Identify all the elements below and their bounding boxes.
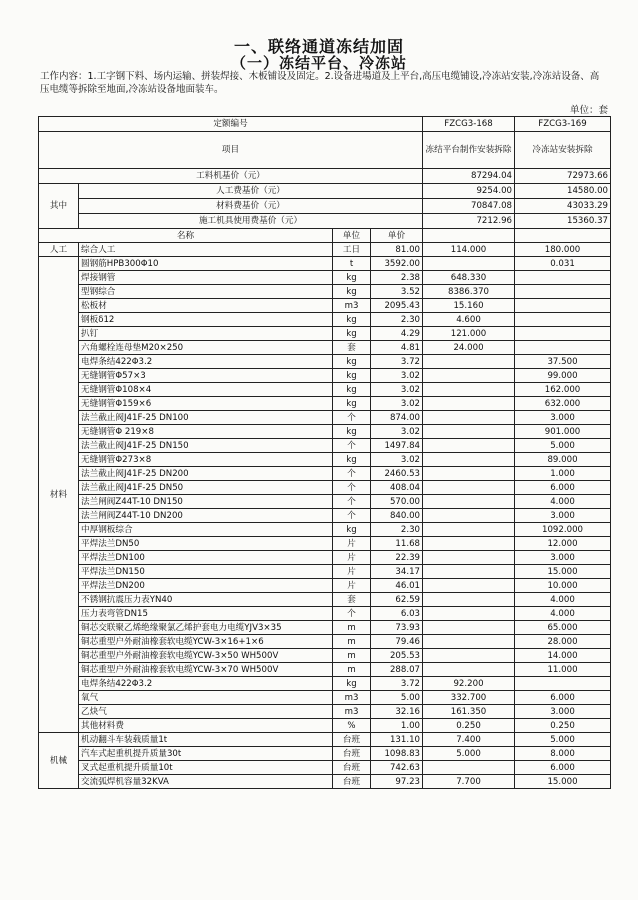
material-price-cell: 2095.43 [371,299,423,313]
material-q1-cell: 648.330 [423,271,515,285]
machine-price-cell: 131.10 [371,733,423,747]
material-unit-cell: kg [333,677,371,691]
quota-table [38,116,611,789]
machine-price-cell: 97.23 [371,775,423,789]
code-2: FZCG3-169 [515,117,611,132]
col-unit-header: 单位 [333,229,371,243]
material-name-cell: 电焊条结422Φ3.2 [79,677,333,691]
material-q1-cell: 15.160 [423,299,515,313]
page-subtitle: （一）冻结平台、冷冻站 [230,54,407,72]
material-row [39,481,611,495]
material-unit-cell: 片 [333,537,371,551]
material-group-label: 材料 [39,257,79,733]
material-q2-cell: 3.000 [515,705,611,719]
material-q2-cell: 162.000 [515,383,611,397]
material-name-cell: 圆钢筋HPB300Φ10 [79,257,333,271]
material-price-cell: 570.00 [371,495,423,509]
material-price-cell: 4.29 [371,327,423,341]
material-name-cell: 法兰闸阀Z44T-10 DN200 [79,509,333,523]
material-q1-cell [423,663,515,677]
material-q1-cell [423,537,515,551]
material-row [39,355,611,369]
material-q1-cell [423,593,515,607]
material-row [39,425,611,439]
material-unit-cell: m3 [333,705,371,719]
material-row [39,649,611,663]
material-name-cell: 扒钉 [79,327,333,341]
material-row [39,271,611,285]
machine-row [39,761,611,775]
material-q1-cell: 332.700 [423,691,515,705]
material-q2-cell: 65.000 [515,621,611,635]
machine-fee-label: 施工机具使用费基价（元） [79,214,423,229]
machine-q1-cell: 7.700 [423,775,515,789]
material-q2-cell: 99.000 [515,369,611,383]
material-unit-cell: 片 [333,579,371,593]
material-price-cell: 840.00 [371,509,423,523]
col-q2-header [515,229,611,243]
labor-group-label: 人工 [39,243,79,257]
material-unit-cell: 个 [333,481,371,495]
material-q2-cell: 14.000 [515,649,611,663]
material-name-cell: 平焊法兰DN150 [79,565,333,579]
base-price-1: 87294.04 [423,169,515,184]
unit-label: 单位：套 [569,105,608,116]
of-which-label: 其中 [39,184,79,229]
machine-unit-cell: 台班 [333,761,371,775]
machine-q1-cell: 7.400 [423,733,515,747]
material-fee-row [39,199,611,214]
material-price-cell: 6.03 [371,607,423,621]
machine-price-cell: 1098.83 [371,747,423,761]
material-q2-cell [515,341,611,355]
labor-row [39,243,611,257]
col-q1-header [423,229,515,243]
material-q1-cell: 4.600 [423,313,515,327]
material-row [39,299,611,313]
material-name-cell: 法兰闸阀Z44T-10 DN150 [79,495,333,509]
machine-name-cell: 机动翻斗车装载质量1t [79,733,333,747]
material-q2-cell [515,271,611,285]
material-price-cell: 2.30 [371,313,423,327]
machine-fee-1: 7212.96 [423,214,515,229]
material-price-cell: 2.38 [371,271,423,285]
labor-name-cell: 综合人工 [79,243,333,257]
material-name-cell: 电焊条结422Φ3.2 [79,355,333,369]
material-unit-cell: kg [333,453,371,467]
item-row [39,132,611,169]
base-price-row [39,169,611,184]
material-unit-cell: kg [333,397,371,411]
material-price-cell: 3.02 [371,397,423,411]
labor-fee-label: 人工费基价（元） [79,184,423,199]
material-q1-cell: 92.200 [423,677,515,691]
material-row [39,257,611,271]
material-unit-cell: kg [333,369,371,383]
material-q2-cell: 4.000 [515,607,611,621]
machine-price-cell: 742.63 [371,761,423,775]
material-q1-cell [423,369,515,383]
material-row [39,439,611,453]
material-row [39,411,611,425]
material-row [39,383,611,397]
labor-unit-cell: 工日 [333,243,371,257]
material-q2-cell: 37.500 [515,355,611,369]
material-unit-cell: m3 [333,691,371,705]
material-q1-cell [423,467,515,481]
column-header-row [39,229,611,243]
material-row [39,495,611,509]
material-q2-cell: 10.000 [515,579,611,593]
material-name-cell: 无缝钢管Φ108×4 [79,383,333,397]
item-label: 项目 [39,132,423,169]
material-row [39,313,611,327]
material-name-cell: 钢板δ12 [79,313,333,327]
material-name-cell: 法兰截止阀J41F-25 DN150 [79,439,333,453]
material-unit-cell: kg [333,383,371,397]
material-q2-cell: 0.250 [515,719,611,733]
material-q2-cell: 28.000 [515,635,611,649]
material-unit-cell: 片 [333,565,371,579]
material-fee-label: 材料费基价（元） [79,199,423,214]
material-q2-cell [515,327,611,341]
col-price-header: 单价 [371,229,423,243]
material-price-cell: 79.46 [371,635,423,649]
machine-unit-cell: 台班 [333,775,371,789]
material-q1-cell [423,257,515,271]
material-unit-cell: 个 [333,607,371,621]
material-unit-cell: kg [333,425,371,439]
machine-unit-cell: 台班 [333,747,371,761]
material-price-cell: 3.72 [371,677,423,691]
material-name-cell: 平焊法兰DN50 [79,537,333,551]
material-unit-cell: kg [333,355,371,369]
material-q2-cell: 11.000 [515,663,611,677]
material-name-cell: 松板材 [79,299,333,313]
material-q2-cell: 6.000 [515,481,611,495]
material-row [39,565,611,579]
material-q1-cell [423,579,515,593]
material-price-cell: 3.02 [371,453,423,467]
machine-q2-cell: 15.000 [515,775,611,789]
material-row [39,285,611,299]
material-row [39,327,611,341]
material-q1-cell: 161.350 [423,705,515,719]
material-q1-cell [423,425,515,439]
material-price-cell: 3.02 [371,369,423,383]
material-unit-cell: m [333,663,371,677]
material-q2-cell: 901.000 [515,425,611,439]
material-row [39,369,611,383]
material-name-cell: 法兰截止阀J41F-25 DN200 [79,467,333,481]
material-q2-cell [515,677,611,691]
material-q2-cell: 3.000 [515,509,611,523]
material-name-cell: 铜芯重型户外耐油橡套软电缆YCW-3×50 WH500V [79,649,333,663]
material-unit-cell: m3 [333,299,371,313]
machine-fee-row [39,214,611,229]
machine-q1-cell: 5.000 [423,747,515,761]
material-price-cell: 288.07 [371,663,423,677]
material-name-cell: 法兰截止阀J41F-25 DN100 [79,411,333,425]
material-row [39,579,611,593]
material-price-cell: 32.16 [371,705,423,719]
material-row [39,453,611,467]
material-q2-cell [515,313,611,327]
material-price-cell: 3.02 [371,425,423,439]
material-price-cell: 408.04 [371,481,423,495]
material-price-cell: 22.39 [371,551,423,565]
machine-q2-cell: 8.000 [515,747,611,761]
labor-price-cell: 81.00 [371,243,423,257]
material-row [39,607,611,621]
material-unit-cell: m [333,649,371,663]
material-unit-cell: m [333,635,371,649]
material-row [39,509,611,523]
material-q2-cell: 12.000 [515,537,611,551]
material-price-cell: 3.02 [371,383,423,397]
material-q1-cell [423,621,515,635]
machine-row [39,747,611,761]
material-name-cell: 铜芯交联聚乙烯绝缘聚氯乙烯护套电力电缆YJV3×35 [79,621,333,635]
base-price-label: 工料机基价（元） [39,169,423,184]
material-q1-cell [423,635,515,649]
material-name-cell: 压力表弯管DN15 [79,607,333,621]
quota-no-label: 定额编号 [39,117,423,132]
material-row [39,691,611,705]
material-q1-cell [423,565,515,579]
material-price-cell: 34.17 [371,565,423,579]
machine-q1-cell [423,761,515,775]
material-unit-cell: 片 [333,551,371,565]
material-price-cell: 46.01 [371,579,423,593]
item-name-2: 冷冻站安装拆除 [515,132,611,169]
material-fee-1: 70847.08 [423,199,515,214]
material-unit-cell: 个 [333,439,371,453]
material-q2-cell [515,285,611,299]
machine-group-label: 机械 [39,733,79,789]
material-price-cell: 11.68 [371,537,423,551]
material-unit-cell: 套 [333,341,371,355]
material-unit-cell: 套 [333,593,371,607]
material-name-cell: 平焊法兰DN200 [79,579,333,593]
material-name-cell: 无缝钢管Φ273×8 [79,453,333,467]
material-q1-cell [423,439,515,453]
material-q1-cell [423,411,515,425]
material-unit-cell: 个 [333,467,371,481]
work-content: 工作内容：1.工字钢下料、场内运输、拼装焊接、木板铺设及固定。2.设备进場道及上平台,高压电缆铺设,冷冻站安装,冷冻站设备、高压电缆等拆除至地面,冷冻站设备地面装车。 [40,71,600,95]
code-1: FZCG3-168 [423,117,515,132]
material-row [39,719,611,733]
material-q1-cell: 8386.370 [423,285,515,299]
labor-fee-1: 9254.00 [423,184,515,199]
material-unit-cell: 个 [333,509,371,523]
material-unit-cell: 个 [333,411,371,425]
material-price-cell: 2.30 [371,523,423,537]
material-name-cell: 其他材料费 [79,719,333,733]
material-name-cell: 无缝钢管Φ 219×8 [79,425,333,439]
machine-row [39,775,611,789]
material-price-cell: 3592.00 [371,257,423,271]
material-unit-cell: kg [333,523,371,537]
material-q2-cell: 5.000 [515,439,611,453]
material-price-cell: 73.93 [371,621,423,635]
material-q2-cell: 1.000 [515,467,611,481]
material-name-cell: 无缝钢管Φ159×6 [79,397,333,411]
material-q1-cell [423,649,515,663]
material-unit-cell: kg [333,285,371,299]
material-price-cell: 3.72 [371,355,423,369]
material-unit-cell: kg [333,271,371,285]
material-row [39,523,611,537]
material-unit-cell: kg [333,313,371,327]
material-q2-cell: 1092.000 [515,523,611,537]
material-price-cell: 205.53 [371,649,423,663]
material-price-cell: 874.00 [371,411,423,425]
material-fee-2: 43033.29 [515,199,611,214]
material-name-cell: 不锈钢抗震压力表YN40 [79,593,333,607]
material-price-cell: 2460.53 [371,467,423,481]
material-price-cell: 3.52 [371,285,423,299]
material-row [39,705,611,719]
material-row [39,537,611,551]
material-name-cell: 铜芯重型户外耐油橡套软电缆YCW-3×16+1×6 [79,635,333,649]
machine-name-cell: 叉式起重机提升质量10t [79,761,333,775]
material-q1-cell [423,551,515,565]
machine-name-cell: 汽车式起重机提升质量30t [79,747,333,761]
machine-row [39,733,611,747]
material-q1-cell [423,355,515,369]
material-price-cell: 62.59 [371,593,423,607]
labor-fee-2: 14580.00 [515,184,611,199]
machine-unit-cell: 台班 [333,733,371,747]
material-q2-cell: 15.000 [515,565,611,579]
material-name-cell: 型钢综合 [79,285,333,299]
material-q1-cell: 0.250 [423,719,515,733]
material-row [39,551,611,565]
material-name-cell: 平焊法兰DN100 [79,551,333,565]
material-q1-cell [423,607,515,621]
material-name-cell: 氧气 [79,691,333,705]
material-q2-cell: 3.000 [515,411,611,425]
material-q1-cell [423,523,515,537]
material-q1-cell [423,509,515,523]
material-name-cell: 无缝钢管Φ57×3 [79,369,333,383]
material-q1-cell [423,397,515,411]
material-row [39,621,611,635]
material-q1-cell: 121.000 [423,327,515,341]
machine-fee-2: 15360.37 [515,214,611,229]
material-row [39,397,611,411]
page-title: 一、联络通道冻结加固 [233,37,404,56]
material-q2-cell: 632.000 [515,397,611,411]
material-name-cell: 法兰截止阀J41F-25 DN50 [79,481,333,495]
material-name-cell: 铜芯重型户外耐油橡套软电缆YCW-3×70 WH500V [79,663,333,677]
material-name-cell: 焊接钢管 [79,271,333,285]
material-name-cell: 中厚钢板综合 [79,523,333,537]
material-q2-cell [515,299,611,313]
labor-q2-cell: 180.000 [515,243,611,257]
material-price-cell: 1497.84 [371,439,423,453]
item-name-1: 冻结平台制作安装拆除 [423,132,515,169]
material-row [39,677,611,691]
material-price-cell: 4.81 [371,341,423,355]
material-unit-cell: kg [333,327,371,341]
labor-q1-cell: 114.000 [423,243,515,257]
material-unit-cell: m [333,621,371,635]
material-q1-cell [423,495,515,509]
quota-no-row [39,117,611,132]
material-q1-cell [423,481,515,495]
material-q1-cell: 24.000 [423,341,515,355]
material-row [39,341,611,355]
material-row [39,663,611,677]
material-q2-cell: 3.000 [515,551,611,565]
material-row [39,467,611,481]
material-unit-cell: t [333,257,371,271]
machine-q2-cell: 6.000 [515,761,611,775]
material-q2-cell: 4.000 [515,593,611,607]
col-name-header: 名称 [39,229,333,243]
material-name-cell: 六角螺栓连母垫M20×250 [79,341,333,355]
material-q2-cell: 0.031 [515,257,611,271]
material-q2-cell: 89.000 [515,453,611,467]
material-name-cell: 乙炔气 [79,705,333,719]
material-unit-cell: % [333,719,371,733]
material-unit-cell: 个 [333,495,371,509]
material-q1-cell [423,383,515,397]
machine-name-cell: 交流弧焊机容量32KVA [79,775,333,789]
base-price-2: 72973.66 [515,169,611,184]
labor-fee-row [39,184,611,199]
material-row [39,635,611,649]
material-q2-cell: 4.000 [515,495,611,509]
material-price-cell: 1.00 [371,719,423,733]
material-q1-cell [423,453,515,467]
material-row [39,593,611,607]
material-price-cell: 5.00 [371,691,423,705]
machine-q2-cell: 5.000 [515,733,611,747]
material-q2-cell: 6.000 [515,691,611,705]
